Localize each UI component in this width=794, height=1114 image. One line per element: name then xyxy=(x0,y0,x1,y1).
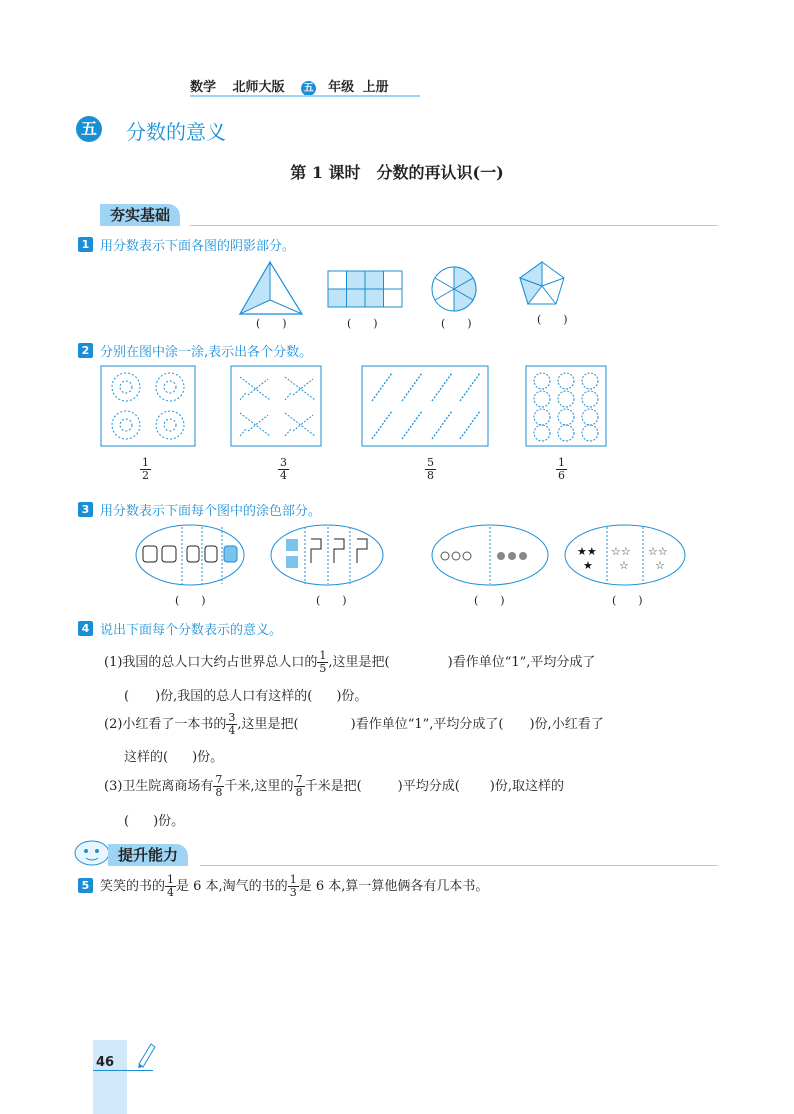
svg-text:☆: ☆ xyxy=(619,559,629,572)
question-4-number: 4 xyxy=(78,621,93,636)
flowers-box xyxy=(101,366,195,446)
q2-figures xyxy=(100,365,610,447)
q1-answer-4[interactable]: ( ) xyxy=(537,313,568,326)
triangle-figure xyxy=(240,262,302,314)
question-2-number: 2 xyxy=(78,343,93,358)
q4-item1-line1: (1)我国的总人口大约占世界总人口的 $\frac{1}{5}$ ,这里是把( )看作单位“1”,平均分成了 xyxy=(104,649,596,675)
edition: 北师大版 xyxy=(232,80,285,95)
q2-fraction-1: $\frac{1}{2}$ xyxy=(142,456,149,482)
chapter-badge: 五 xyxy=(76,116,102,142)
svg-text:☆: ☆ xyxy=(655,559,665,572)
cartoon-icon xyxy=(72,838,112,868)
oval-2 xyxy=(271,525,383,585)
q4-item3-line1: (3)卫生院离商场有 $\frac{7}{8}$ 千米,这里的 $\frac{7}{8}$ 千米是把( )平均分成( )份,取这样的 xyxy=(104,773,565,799)
question-3-number: 3 xyxy=(78,502,93,517)
q2-fraction-4: $\frac{1}{6}$ xyxy=(558,456,565,482)
q3-answer-2[interactable]: ( ) xyxy=(316,594,347,607)
q1-figures xyxy=(230,258,590,318)
fraction-1-4: $\frac{1}{4}$ xyxy=(167,873,175,899)
question-5-number: 5 xyxy=(78,878,93,893)
svg-text:☆☆: ☆☆ xyxy=(648,545,668,558)
q1-answer-2[interactable]: ( ) xyxy=(347,317,378,330)
q3-answer-1[interactable]: ( ) xyxy=(175,594,206,607)
subject: 数学 xyxy=(190,80,217,95)
oval-1 xyxy=(136,525,244,585)
q4-item2-line1: (2)小红看了一本书的 $\frac{3}{4}$ ,这里是把( )看作单位“1”,平均分成了( )份,小红看了 xyxy=(104,711,604,737)
footer-line xyxy=(93,1070,153,1071)
circle-figure xyxy=(432,267,476,311)
section-basic-tab: 夯实基础 xyxy=(100,204,180,226)
pencil-icon xyxy=(135,1040,157,1068)
question-2-text: 分别在图中涂一涂,表示出各个分数。 xyxy=(100,345,313,360)
q4-item3-line2: ( )份。 xyxy=(124,814,185,829)
question-5-text: 笑笑的书的 $\frac{1}{4}$ 是 6 本,淘气的书的 $\frac{1}{3}$ 是 6 本,算一算他俩各有几本书。 xyxy=(100,873,489,899)
section-basic-line xyxy=(190,225,718,226)
q3-answer-3[interactable]: ( ) xyxy=(474,594,505,607)
q2-fraction-3: $\frac{5}{8}$ xyxy=(427,456,434,482)
rectangle-grid-figure xyxy=(328,271,402,307)
q1-answer-1[interactable]: ( ) xyxy=(256,317,287,330)
oval-3 xyxy=(432,525,548,585)
fraction-3-4: $\frac{3}{4}$ xyxy=(228,711,236,737)
question-1-number: 1 xyxy=(78,237,93,252)
section-advanced-line xyxy=(200,865,718,866)
q1-answer-3[interactable]: ( ) xyxy=(441,317,472,330)
page-header xyxy=(190,76,401,96)
question-3-text: 用分数表示下面每个图中的涂色部分。 xyxy=(100,504,322,519)
chapter-title: 分数的意义 xyxy=(126,120,226,144)
page-side-bar xyxy=(93,1040,127,1114)
q2-fraction-2: $\frac{3}{4}$ xyxy=(280,456,287,482)
planes-box xyxy=(231,366,321,446)
grade: 年级 xyxy=(328,80,355,95)
section-advanced-tab: 提升能力 xyxy=(108,844,188,866)
fraction-7-8-a: $\frac{7}{8}$ xyxy=(215,773,223,799)
q3-figures xyxy=(135,522,690,590)
fraction-1-5: $\frac{1}{5}$ xyxy=(319,649,327,675)
pencils-box xyxy=(362,366,488,446)
page-number: 46 xyxy=(96,1055,115,1070)
svg-text:☆☆: ☆☆ xyxy=(611,545,631,558)
q4-item1-line2: ( )份,我国的总人口有这样的( )份。 xyxy=(124,689,368,704)
pentagon-figure xyxy=(520,262,564,304)
oval-4 xyxy=(565,525,685,585)
lesson-title: 第 1 课时 分数的再认识(一) xyxy=(290,163,504,182)
q3-answer-4[interactable]: ( ) xyxy=(612,594,643,607)
svg-text:★: ★ xyxy=(583,559,593,572)
grade-badge: 五 xyxy=(301,81,316,96)
candies-box xyxy=(526,366,606,446)
fraction-1-3: $\frac{1}{3}$ xyxy=(289,873,297,899)
question-1-text: 用分数表示下面各图的阴影部分。 xyxy=(100,239,296,254)
q4-item2-line2: 这样的( )份。 xyxy=(124,750,224,765)
header-divider xyxy=(190,95,420,97)
question-4-text: 说出下面每个分数表示的意义。 xyxy=(100,623,283,638)
svg-text:★★: ★★ xyxy=(577,545,597,558)
fraction-7-8-b: $\frac{7}{8}$ xyxy=(295,773,303,799)
volume: 上册 xyxy=(362,80,389,95)
